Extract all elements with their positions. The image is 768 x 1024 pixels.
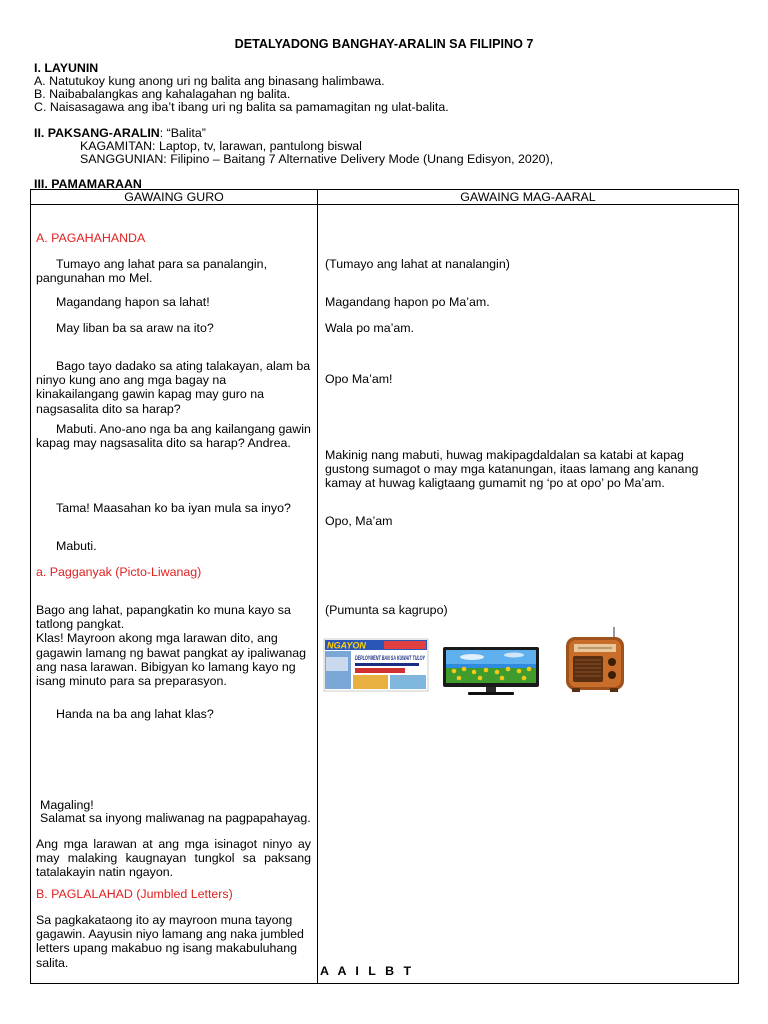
guro-column (31, 205, 318, 984)
mag-aaral-line-bati: Magandang hapon po Ma’am. (325, 295, 490, 309)
guro-line-bati: Magandang hapon sa lahat! (56, 295, 210, 309)
column-header-guro: GAWAING GURO (31, 190, 318, 205)
newspaper-image (324, 639, 428, 691)
guro-line-kaugnayan: Ang mga larawan at ang mga isinagot ninyo ay may malaking kaugnayan tungkol sa paksang tatalakayin natin ngayon. (36, 837, 311, 880)
guro-line-talakayan: Bago tayo dadako sa ating talakayan, alam ba ninyo kung ano ang mga bagay na kinakailangang gawin kapag may guro na nagsasalita dito sa harap? (36, 359, 311, 416)
guro-line-liban: May liban ba sa araw na ito? (56, 321, 214, 335)
mag-aaral-column (318, 205, 739, 984)
newspaper-headline: DEPLOYMENT BAN SA KUWAIT TULOY (355, 655, 426, 662)
layunin-item-c: C. Naisasagawa ang iba’t ibang uri ng balita sa pamamagitan ng ulat-balita. (34, 100, 449, 114)
guro-line-panalangin: Tumayo ang lahat para sa panalangin, pangunahan mo Mel. (36, 257, 268, 286)
newspaper-masthead: NGAYON (327, 640, 366, 651)
television-image (442, 647, 540, 697)
guro-line-mabuti: Mabuti. (56, 539, 97, 553)
paglalahad-heading: B. PAGLALAHAD (Jumbled Letters) (36, 887, 233, 901)
guro-line-handa: Handa na ba ang lahat klas? (56, 707, 214, 721)
layunin-heading: I. LAYUNIN (34, 61, 99, 75)
guro-line-maasahan: Tama! Maasahan ko ba iyan mula sa inyo? (56, 501, 291, 515)
pamamaraan-heading: III. PAMAMARAAN (34, 177, 142, 191)
jumbled-letters: A A I L B T (320, 964, 415, 978)
mag-aaral-line-makinig: Makinig nang mabuti, huwag makipagdaldalan sa katabi at kapag gustong sumagot o may mga katanungan, itaas lamang ang kanang kamay at huwag kaligtaang gumamit ng ‘po at opo’ po Ma’am. (325, 448, 699, 491)
mag-aaral-line-tumayo: (Tumayo ang lahat at nanalangin) (325, 257, 510, 271)
procedure-table (30, 189, 739, 984)
guro-line-salamat: Salamat sa inyong maliwanag na pagpapahayag. (40, 811, 311, 825)
sanggunian-line: SANGGUNIAN: Filipino – Baitang 7 Alternative Delivery Mode (Unang Edisyon, 2020), (80, 152, 554, 166)
guro-line-kailangang-gawin: Mabuti. Ano-ano nga ba ang kailangang gawin kapag may nagsasalita dito sa harap? Andrea. (36, 422, 311, 451)
mag-aaral-line-wala: Wala po ma’am. (325, 321, 415, 335)
paksang-aralin-heading: II. PAKSANG-ARALIN (34, 126, 160, 140)
guro-line-jumbled: Sa pagkakataong ito ay mayroon muna tayong gagawin. Aayusin niyo lamang ang naka jumbled letters upang makabuo ng isang makabuluhang salita. (36, 913, 304, 970)
kagamitan-line: KAGAMITAN: Laptop, tv, larawan, pantulong biswal (80, 139, 362, 153)
guro-line-pangkat: Bago ang lahat, papangkatin ko muna kayo sa tatlong pangkat. Klas! Mayroon akong mga larawan dito, ang gagawin lamang ng bawat pangkat ay ipaliwanag ang nasa larawan. Bibigyan ko lamang kayo ng isang minuto para sa preparasyon. (36, 603, 307, 689)
mag-aaral-line-opo: Opo Ma’am! (325, 372, 393, 386)
column-header-mag-aaral: GAWAING MAG-AARAL (318, 190, 739, 205)
layunin-item-a: A. Natutukoy kung anong uri ng balita ang binasang halimbawa. (34, 74, 385, 88)
pagganyak-heading: a. Pagganyak (Picto-Liwanag) (36, 565, 202, 579)
radio-image (562, 625, 628, 695)
mag-aaral-line-kagrupo: (Pumunta sa kagrupo) (325, 603, 448, 617)
layunin-item-b: B. Naibabalangkas ang kahalagahan ng balita. (34, 87, 291, 101)
document-title: DETALYADONG BANGHAY-ARALIN SA FILIPINO 7 (234, 37, 534, 51)
mag-aaral-line-opo-maam: Opo, Ma’am (325, 514, 393, 528)
pagahahanda-heading: A. PAGAHAHANDA (36, 231, 146, 245)
paksang-aralin-topic: : “Balita” (159, 126, 206, 140)
guro-line-magaling: Magaling! (40, 798, 94, 812)
